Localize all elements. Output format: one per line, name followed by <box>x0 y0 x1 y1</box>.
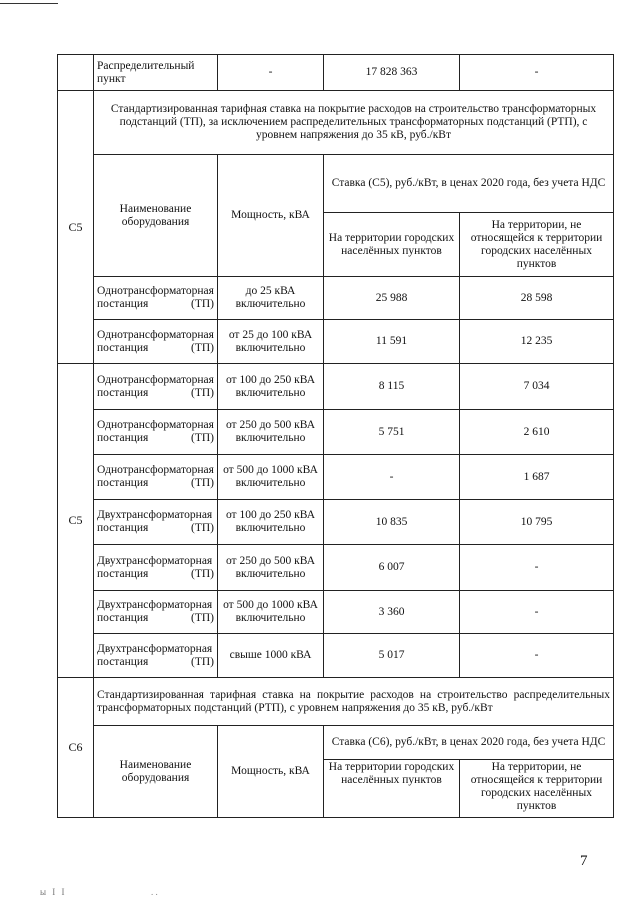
urban-rate: 8 115 <box>324 364 460 410</box>
header-row <box>58 726 614 760</box>
rural-rate: - <box>460 55 614 91</box>
urban-rate: 17 828 363 <box>324 55 460 91</box>
power-cell: от 100 до 250 кВА включительно <box>218 500 324 545</box>
header-rate: Ставка (С6), руб./кВт, в ценах 2020 года, без учета НДС <box>324 726 614 760</box>
header-urban: На территории городских населённых пунктов <box>324 213 460 277</box>
urban-rate: 6 007 <box>324 545 460 591</box>
urban-rate: 5 017 <box>324 634 460 678</box>
equipment-name: Однотрансформаторная постанция (ТП) <box>94 320 218 364</box>
header-row <box>58 155 614 213</box>
header-power: Мощность, кВА <box>218 155 324 277</box>
table-row <box>58 500 614 545</box>
equipment-name: Двухтрансформаторная постанция (ТП) <box>94 591 218 634</box>
equipment-name: Двухтрансформаторная постанция (ТП) <box>94 545 218 591</box>
table-row <box>58 591 614 634</box>
tariff-code: С5 <box>58 91 94 364</box>
equipment-name: Однотрансформаторная постанция (ТП) <box>94 364 218 410</box>
table-row <box>58 364 614 410</box>
rural-rate: - <box>460 545 614 591</box>
table-row <box>58 455 614 500</box>
urban-rate: 25 988 <box>324 277 460 320</box>
code-cell-empty <box>58 55 94 91</box>
section-caption-row <box>58 678 614 726</box>
power-cell: от 100 до 250 кВА включительно <box>218 364 324 410</box>
table-row <box>58 55 614 91</box>
table-row <box>58 545 614 591</box>
table-row <box>58 277 614 320</box>
rural-rate: 12 235 <box>460 320 614 364</box>
equipment-name: Двухтрансформаторная постанция (ТП) <box>94 500 218 545</box>
urban-rate: 11 591 <box>324 320 460 364</box>
header-power: Мощность, кВА <box>218 726 324 818</box>
power-cell: от 25 до 100 кВА включительно <box>218 320 324 364</box>
page-number: 7 <box>580 853 588 869</box>
power-cell: от 250 до 500 кВА включительно <box>218 545 324 591</box>
section-caption: Стандартизированная тарифная ставка на покрытие расходов на строительство распределительных трансформаторных подстанций (РТП), с уровнем напряжения до 35 кВ, руб./кВт <box>94 678 614 726</box>
table-row <box>58 634 614 678</box>
rural-rate: 2 610 <box>460 410 614 455</box>
rural-rate: 10 795 <box>460 500 614 545</box>
urban-rate: - <box>324 455 460 500</box>
rural-rate: 7 034 <box>460 364 614 410</box>
table-row <box>58 320 614 364</box>
urban-rate: 10 835 <box>324 500 460 545</box>
header-urban: На территории городских населённых пунктов <box>324 760 460 818</box>
table-row <box>58 410 614 455</box>
equipment-name: Распределительный пункт <box>94 55 218 91</box>
scan-edge-line <box>0 3 58 4</box>
power-cell: от 250 до 500 кВА включительно <box>218 410 324 455</box>
power-cell: от 500 до 1000 кВА включительно <box>218 455 324 500</box>
rural-rate: - <box>460 634 614 678</box>
rural-rate: 1 687 <box>460 455 614 500</box>
scan-artifact: . . <box>151 887 158 897</box>
equipment-name: Однотрансформаторная постанция (ТП) <box>94 277 218 320</box>
header-equipment-name: Наименование оборудования <box>94 726 218 818</box>
power-cell: свыше 1000 кВА <box>218 634 324 678</box>
header-rural: На территории, не относящейся к территории городских населённых пунктов <box>460 213 614 277</box>
power-cell: - <box>218 55 324 91</box>
header-equipment-name: Наименование оборудования <box>94 155 218 277</box>
header-rate: Ставка (С5), руб./кВт, в ценах 2020 года, без учета НДС <box>324 155 614 213</box>
section-caption-row <box>58 91 614 155</box>
tariff-table <box>57 54 614 818</box>
header-rural: На территории, не относящейся к территории городских населённых пунктов <box>460 760 614 818</box>
tariff-table-sheet <box>57 54 613 818</box>
equipment-name: Однотрансформаторная постанция (ТП) <box>94 455 218 500</box>
equipment-name: Двухтрансформаторная постанция (ТП) <box>94 634 218 678</box>
tariff-code: С5 <box>58 364 94 678</box>
section-caption: Стандартизированная тарифная ставка на покрытие расходов на строительство трансформаторных подстанций (ТП), за исключением распределительных трансформаторных подстанций (РТП), с уровнем напряжения до 35 кВ, руб./кВт <box>94 91 614 155</box>
urban-rate: 3 360 <box>324 591 460 634</box>
rural-rate: 28 598 <box>460 277 614 320</box>
urban-rate: 5 751 <box>324 410 460 455</box>
power-cell: до 25 кВА включительно <box>218 277 324 320</box>
equipment-name: Однотрансформаторная постанция (ТП) <box>94 410 218 455</box>
rural-rate: - <box>460 591 614 634</box>
tariff-code: С6 <box>58 678 94 818</box>
scan-artifact: ы I I <box>40 887 67 897</box>
power-cell: от 500 до 1000 кВА включительно <box>218 591 324 634</box>
